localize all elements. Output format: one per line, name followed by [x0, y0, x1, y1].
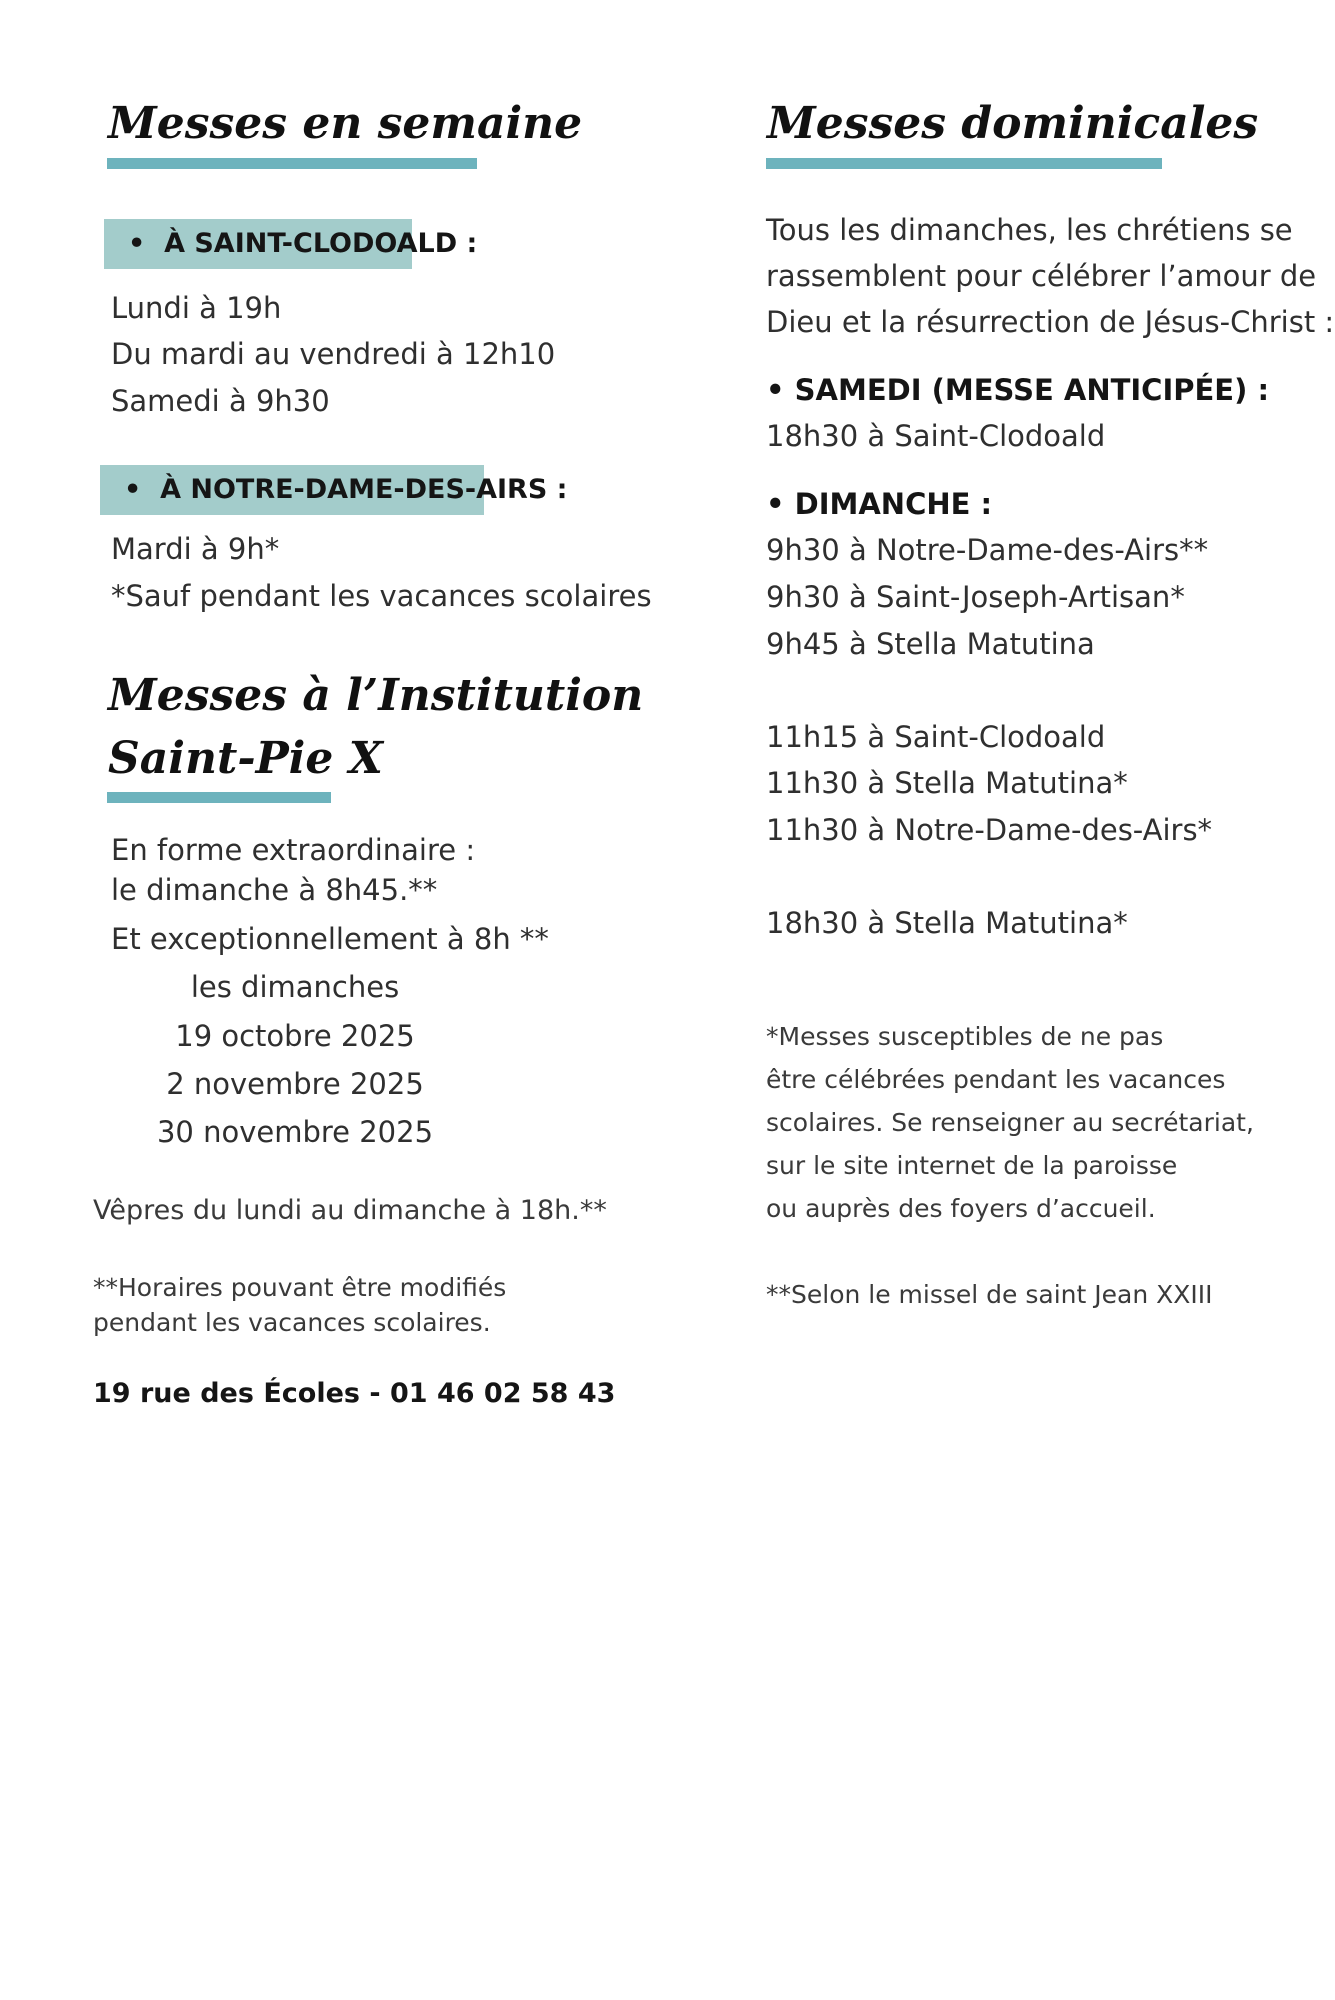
weekday-title-underline [107, 158, 477, 169]
clodoald-line: Samedi à 9h30 [111, 384, 330, 418]
samedi-line: 18h30 à Saint-Clodoald [766, 419, 1106, 453]
institution-address: 19 rue des Écoles - 01 46 02 58 43 [93, 1378, 616, 1409]
institution-title-underline [107, 792, 331, 803]
intro-line: Dieu et la résurrection de Jésus-Christ : [766, 305, 1335, 339]
notre-dame-label: À NOTRE-DAME-DES-AIRS : [160, 474, 568, 505]
sunday-date: les dimanches [190, 970, 400, 1004]
dimanche-line: 11h30 à Stella Matutina* [766, 766, 1128, 800]
institution-line: le dimanche à 8h45.** [111, 873, 438, 907]
footnote-line: ou auprès des foyers d’accueil. [766, 1194, 1156, 1223]
dimanche-line: 11h15 à Saint-Clodoald [766, 720, 1106, 754]
institution-note-line: **Horaires pouvant être modifiés [93, 1273, 507, 1302]
sunday-date: 19 octobre 2025 [175, 1019, 415, 1053]
notre-dame-line: Mardi à 9h* [111, 532, 280, 566]
samedi-heading: • SAMEDI (MESSE ANTICIPÉE) : [766, 373, 1270, 407]
footnote-line: *Messes susceptibles de ne pas [766, 1022, 1164, 1051]
intro-line: Tous les dimanches, les chrétiens se [766, 213, 1293, 247]
vespers-line: Vêpres du lundi au dimanche à 18h.** [93, 1195, 607, 1226]
institution-title-line1: Messes à l’Institution [108, 670, 644, 721]
institution-title-line2: Saint-Pie X [108, 733, 383, 784]
bullet-icon: • [128, 228, 165, 259]
sunday-title-underline [766, 158, 1162, 169]
weekday-title: Messes en semaine [108, 98, 583, 149]
dimanche-line: 11h30 à Notre-Dame-des-Airs* [766, 813, 1213, 847]
footnote-line: être célébrées pendant les vacances [766, 1065, 1226, 1094]
notre-dame-tag [100, 465, 568, 515]
footnote-line: sur le site internet de la paroisse [766, 1151, 1178, 1180]
clodoald-tag [104, 219, 478, 269]
bullet-icon: • [124, 474, 161, 505]
clodoald-label: À SAINT-CLODOALD : [164, 228, 478, 259]
notre-dame-line: *Sauf pendant les vacances scolaires [111, 579, 652, 613]
dimanche-line: 18h30 à Stella Matutina* [766, 906, 1128, 940]
dimanche-line: 9h45 à Stella Matutina [766, 627, 1095, 661]
dimanche-heading: • DIMANCHE : [766, 487, 993, 521]
intro-line: rassemblent pour célébrer l’amour de [766, 259, 1317, 293]
sunday-date: 30 novembre 2025 [156, 1115, 434, 1149]
clodoald-line: Du mardi au vendredi à 12h10 [111, 337, 556, 371]
clodoald-line: Lundi à 19h [111, 291, 282, 325]
sunday-title: Messes dominicales [767, 98, 1259, 149]
dimanche-line: 9h30 à Saint-Joseph-Artisan* [766, 580, 1185, 614]
institution-line: En forme extraordinaire : [111, 833, 476, 867]
sunday-date: 2 novembre 2025 [166, 1067, 424, 1101]
footnote2-line: **Selon le missel de saint Jean XXIII [766, 1280, 1213, 1309]
institution-line: Et exceptionnellement à 8h ** [111, 922, 549, 956]
institution-note-line: pendant les vacances scolaires. [93, 1308, 491, 1337]
footnote-line: scolaires. Se renseigner au secrétariat, [766, 1108, 1254, 1137]
dimanche-line: 9h30 à Notre-Dame-des-Airs** [766, 533, 1209, 567]
